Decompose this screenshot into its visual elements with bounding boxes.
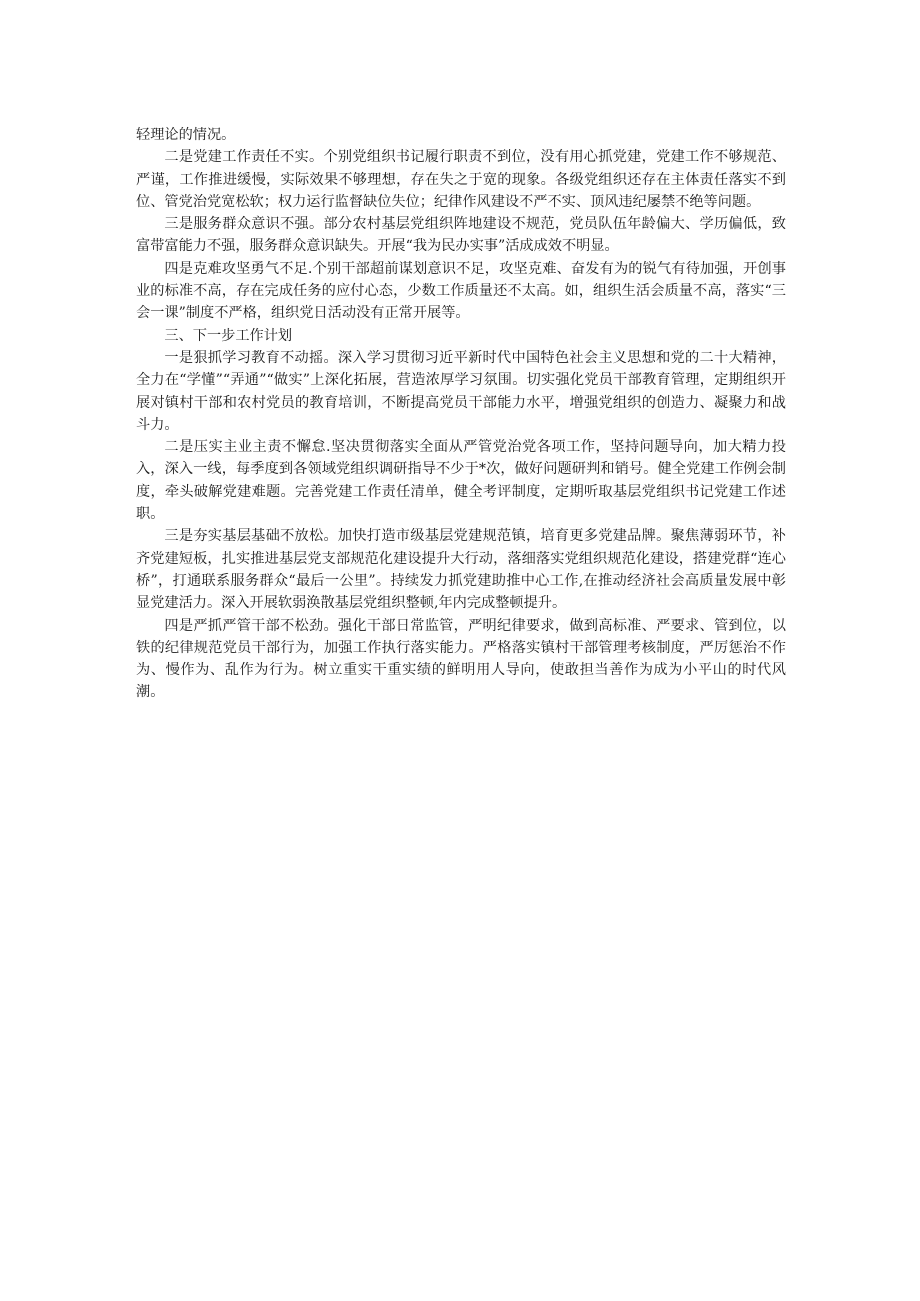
paragraph-main-responsibility: 二是压实主业主责不懈怠.坚决贯彻落实全面从严管党治党各项工作，坚持问题导向，加大精力投入，深入一线，每季度到各领域党组织调研指导不少于*次，做好问题研判和销号。健全党建工作例会制度，牵头破解党建难题。完善党建工作责任清单，健全考评制度，定期听取基层党组织书记党建工作述职。 [136, 439, 786, 523]
section-heading-next-steps: 三、下一步工作计划 [164, 327, 293, 344]
paragraph-cadre-management: 四是严抓严管干部不松劲。强化干部日常监管，严明纪律要求，做到高标准、严要求、管到位，以铁的纪律规范党员干部行为，加强工作执行落实能力。严格落实镇村干部管理考核制度，严厉惩治不作为、慢作为、乱作为行为。树立重实干重实绩的鲜明用人导向，使敢担当善作为成为小平山的时代风潮。 [136, 617, 786, 701]
paragraph-serving-masses: 三是服务群众意识不强。部分农村基层党组织阵地建设不规范，党员队伍年龄偏大、学历偏低，致富带富能力不强，服务群众意识缺失。开展“我为民办实事”活成成效不明显。 [136, 216, 786, 255]
document-body [136, 124, 786, 704]
paragraph-grassroots-foundation: 三是夯实基层基础不放松。加快打造市级基层党建规范镇，培育更多党建品牌。聚焦薄弱环节，补齐党建短板，扎实推进基层党支部规范化建设提升大行动，落细落实党组织规范化建设，搭建党群“连心桥”，打通联系服务群众“最后一公里”。持续发力抓党建助推中心工作,在推动经济社会高质量发展中彰显党建活力。深入开展软弱涣散基层党组织整顿,年内完成整顿提升。 [136, 528, 786, 612]
paragraph-overcoming-difficulties: 四是克难攻坚勇气不足.个别干部超前谋划意识不足，攻坚克难、奋发有为的锐气有待加强，开创事业的标准不高，存在完成任务的应付心态，少数工作质量还不太高。如，组织生活会质量不高，落实“三会一课”制度不严格，组织党日活动没有正常开展等。 [136, 260, 786, 322]
paragraph-party-building-responsibility: 二是党建工作责任不实。个别党组织书记履行职责不到位，没有用心抓党建，党建工作不够规范、严谨，工作推进缓慢，实际效果不够理想，存在失之于宽的现象。各级党组织还存在主体责任落实不到位、管党治党宽松软；权力运行监督缺位失位；纪律作风建设不严不实、顶风违纪屡禁不绝等问题。 [136, 149, 786, 210]
paragraph-continuation: 轻理论的情况。 [136, 127, 236, 143]
paragraph-study-education: 一是狠抓学习教育不动摇。深入学习贯彻习近平新时代中国特色社会主义思想和党的二十大精神，全力在“学懂”“弄通”“做实”上深化拓展，营造浓厚学习氛围。切实强化党员干部教育管理，定期组织开展对镇村干部和农村党员的教育培训，不断提高党员干部能力水平，增强党组织的创造力、凝聚力和战斗力。 [136, 349, 786, 433]
